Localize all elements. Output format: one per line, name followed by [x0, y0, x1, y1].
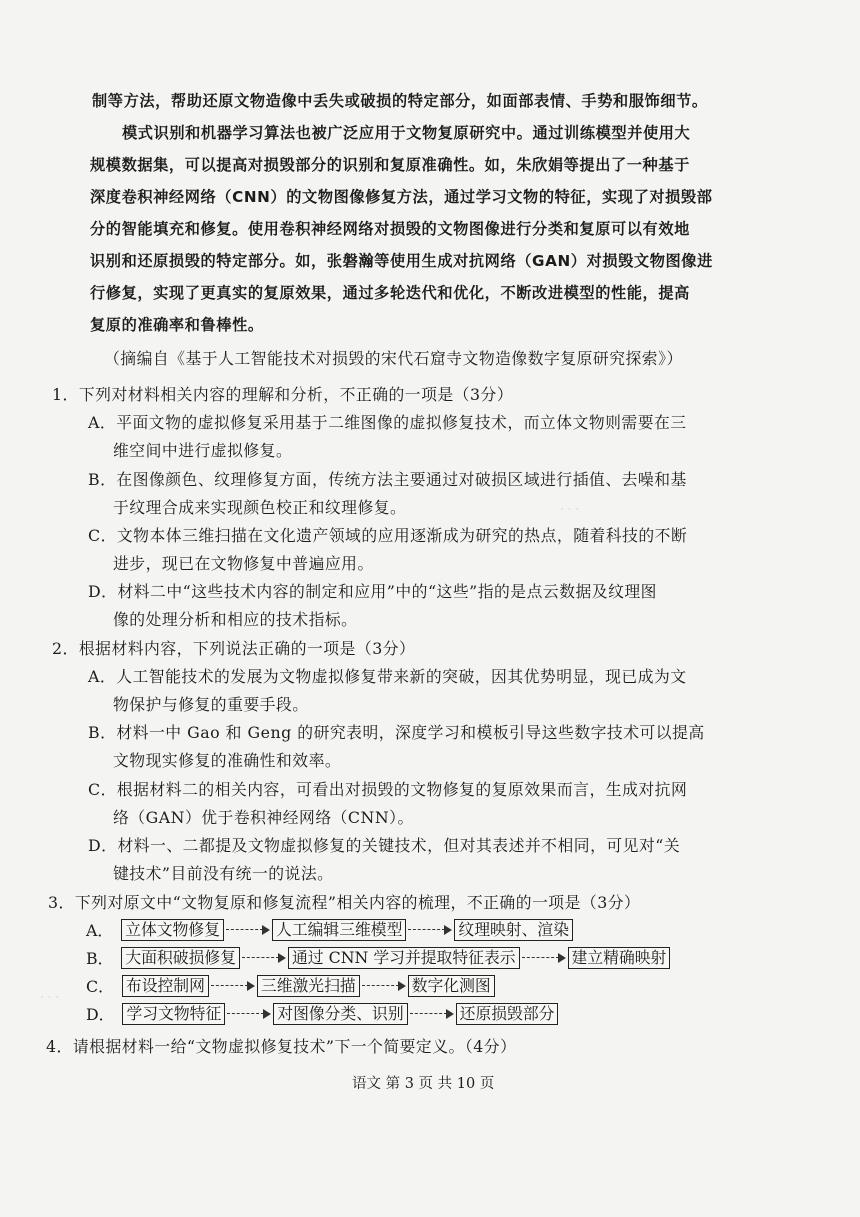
question-3-stem: 3．下列对原文中“文物复原和修复流程”相关内容的梳理，不正确的一项是（3分）: [48, 893, 641, 912]
flow-arrow-icon: [211, 985, 255, 987]
q3-option-d-flow: [86, 1002, 558, 1025]
bleed-through: · · ·: [560, 502, 580, 516]
q1-option-b-cont: 于纹理合成来实现颜色校正和纹理修复。: [113, 498, 407, 517]
q3-option-b-flow: [86, 946, 670, 969]
q2-option-c: C．根据材料二的相关内容，可看出对损毁的文物修复的复原效果而言，生成对抗网: [88, 780, 688, 799]
q1-option-c: C．文物本体三维扫描在文化遗产领域的应用逐渐成为研究的热点，随着科技的不断: [88, 526, 688, 545]
passage-line: 深度卷积神经网络（CNN）的文物图像修复方法，通过学习文物的特征，实现了对损毁部: [90, 188, 713, 206]
q2-option-c-cont: 络（GAN）优于卷积神经网络（CNN）。: [113, 808, 414, 827]
q1-option-c-cont: 进步，现已在文物修复中普遍应用。: [113, 554, 374, 573]
question-2-stem: 2．根据材料内容，下列说法正确的一项是（3分）: [52, 639, 416, 658]
flow-step: 大面积破损修复: [121, 947, 240, 969]
q1-option-b: B．在图像颜色、纹理修复方面，传统方法主要通过对破损区域进行插值、去噪和基: [88, 470, 687, 489]
q3-option-b-label: B．: [86, 949, 114, 968]
flow-step: 对图像分类、识别: [273, 1003, 407, 1025]
flow-arrow-icon: [362, 985, 406, 987]
q2-option-b-cont: 文物现实修复的准确性和效率。: [113, 751, 342, 770]
q3-option-c-flow: [86, 974, 495, 997]
flow-step: 三维激光扫描: [257, 975, 360, 997]
flow-arrow-icon: [226, 929, 270, 931]
flow-arrow-icon: [408, 929, 452, 931]
q3-option-a-label: A．: [86, 921, 114, 940]
q2-option-b: B．材料一中 Gao 和 Geng 的研究表明，深度学习和模板引导这些数字技术可以提高: [88, 723, 705, 742]
q1-option-d-cont: 像的处理分析和相应的技术指标。: [113, 610, 358, 629]
passage-line: 识别和还原损毁的特定部分。如，张磐瀚等使用生成对抗网络（GAN）对损毁文物图像进: [90, 252, 713, 270]
q3-option-d-label: D．: [86, 1005, 115, 1024]
q3-option-a-flow: [86, 918, 573, 941]
bleed-through: · · ·: [40, 990, 60, 1004]
flow-step: 立体文物修复: [121, 919, 224, 941]
flow-step: 布设控制网: [122, 975, 209, 997]
passage-source: （摘编自《基于人工智能技术对损毁的宋代石窟寺文物造像数字复原研究探索》）: [104, 349, 683, 368]
flow-step: 数字化测图: [408, 975, 495, 997]
passage-line: 分的智能填充和修复。使用卷积神经网络对损毁的文物图像进行分类和复原可以有效地: [90, 220, 690, 238]
question-4-stem: 4．请根据材料一给“文物虚拟修复技术”下一个简要定义。（4分）: [46, 1037, 517, 1056]
question-1-stem: 1．下列对材料相关内容的理解和分析，不正确的一项是（3分）: [52, 385, 514, 404]
passage-line: 复原的准确率和鲁棒性。: [90, 316, 264, 334]
passage-line: 行修复，实现了更真实的复原效果，通过多轮迭代和优化，不断改进模型的性能，提高: [90, 284, 690, 302]
flow-step: 通过 CNN 学习并提取特征表示: [288, 947, 520, 969]
q1-option-d: D．材料二中“这些技术内容的制定和应用”中的“这些”指的是点云数据及纹理图: [88, 582, 657, 601]
q2-option-d-cont: 键技术”目前没有统一的说法。: [113, 864, 334, 883]
flow-arrow-icon: [227, 1013, 271, 1015]
page-footer: 语文 第 3 页 共 10 页: [352, 1076, 495, 1092]
flow-step: 纹理映射、渲染: [454, 919, 573, 941]
q1-option-a-cont: 维空间中进行虚拟修复。: [113, 441, 293, 460]
q1-option-a: A．平面文物的虚拟修复采用基于二维图像的虚拟修复技术，而立体文物则需要在三: [88, 413, 687, 432]
passage-line: 规模数据集，可以提高对损毁部分的识别和复原准确性。如，朱欣娟等提出了一种基于: [90, 156, 690, 174]
q2-option-d: D．材料一、二都提及文物虚拟修复的关键技术，但对其表述并不相同，可见对“关: [88, 836, 681, 855]
flow-step: 还原损毁部分: [456, 1003, 559, 1025]
q2-option-a: A．人工智能技术的发展为文物虚拟修复带来新的突破，因其优势明显，现已成为文: [88, 667, 687, 686]
q2-option-a-cont: 物保护与修复的重要手段。: [113, 695, 309, 714]
passage-line: 制等方法，帮助还原文物造像中丢失或破损的特定部分，如面部表情、手势和服饰细节。: [92, 92, 708, 110]
flow-arrow-icon: [522, 957, 566, 959]
flow-step: 学习文物特征: [122, 1003, 225, 1025]
flow-arrow-icon: [410, 1013, 454, 1015]
flow-arrow-icon: [242, 957, 286, 959]
flow-step: 建立精确映射: [568, 947, 671, 969]
q3-option-c-label: C．: [86, 977, 114, 996]
flow-step: 人工编辑三维模型: [272, 919, 406, 941]
passage-line: 模式识别和机器学习算法也被广泛应用于文物复原研究中。通过训练模型并使用大: [122, 124, 691, 142]
